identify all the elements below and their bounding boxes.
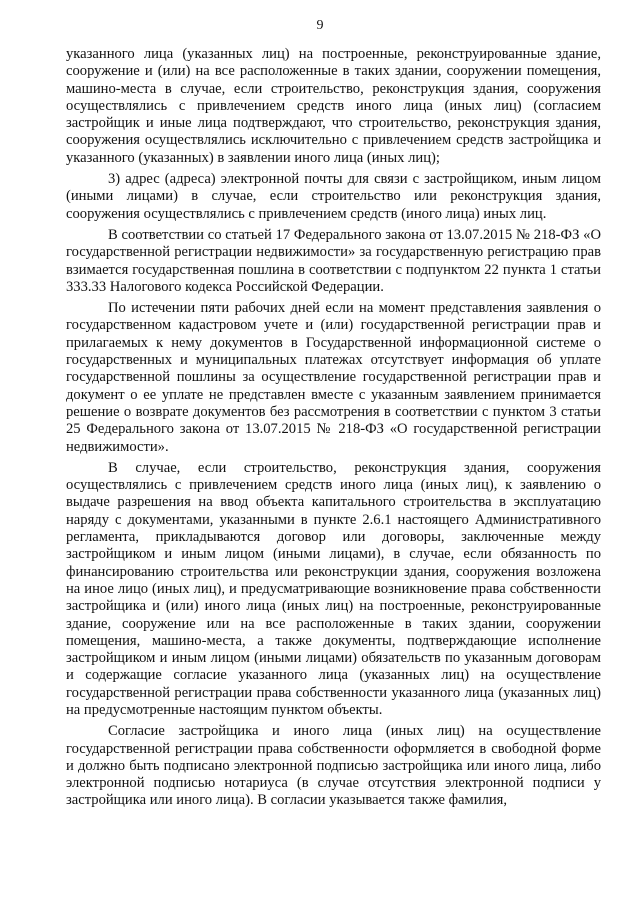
page-number: 9 xyxy=(316,18,324,33)
paragraph-2: 3) адрес (адреса) электронной почты для связи с застройщиком, иным лицом (иными лицами) в случае, если строительство или реконструкция здания, сооружения осуществлялись с привлечением средств (иного лица) иных лиц. xyxy=(66,171,601,222)
paragraph-5: В случае, если строительство, реконструкция здания, сооружения осуществлялись с привлечением средств иного лица (иных лиц), к заявлению о выдаче разрешения на ввод объекта капитального строительства в эксплуатацию наряду с документами, указанными в пункте 2.6.1 настоящего Административного регламента, прикладываются договор или договоры, заключенные между застройщиком и иным лицом (иными лицами), в случае, если обязанность по финансированию строительства или реконструкции здания, сооружения возложена на иное лицо (иных лиц), и предусматривающие возникновение права собственности застройщика и (или) иного лица (иных лиц) на построенные, реконструированные здание, сооружение или на все расположенные в таких здании, сооружении помещения, машино-места, а также документы, подтверждающие исполнение застройщиком и иным лицом (иными лицами) обязательств по указанным договорам и содержащие согласие указанного лица (указанных лиц) на осуществление государственной регистрации права собственности указанного лица (указанных лиц) на предусмотренные настоящим пунктом объекты. xyxy=(66,459,601,718)
paragraph-3: В соответствии со статьей 17 Федерального закона от 13.07.2015 № 218-ФЗ «О государственной регистрации недвижимости» за государственную регистрацию прав взимается государственная пошлина в соответствии с подпунктом 22 пункта 1 статьи 333.33 Налогового кодекса Российской Федерации. xyxy=(66,226,601,295)
document-body xyxy=(66,46,601,810)
paragraph-6: Согласие застройщика и иного лица (иных лиц) на осуществление государственной регистрации права собственности оформляется в свободной форме и должно быть подписано электронной подписью застройщика или иного лица, либо электронной подписью нотариуса (в случае отсутствия электронной подписи у застройщика или иного лица). В согласии указывается также фамилия, xyxy=(66,723,601,809)
paragraph-4: По истечении пяти рабочих дней если на момент представления заявления о государственном кадастровом учете и (или) государственной регистрации прав и прилагаемых к нему документов в Государственной информационной системе о государственных и муниципальных платежах отсутствует информация об уплате государственной пошлины за осуществление государственной регистрации прав и документ о ее уплате не представлен вместе с указанным заявлением принимается решение о возврате документов без рассмотрения в соответствии с пунктом 3 статьи 25 Федерального закона от 13.07.2015 № 218-ФЗ «О государственной регистрации недвижимости». xyxy=(66,300,601,455)
paragraph-1: указанного лица (указанных лиц) на построенные, реконструированные здание, сооружение и (или) на все расположенные в таких здании, сооружении помещения, машино-места в случае, если строительство, реконструкция здания, сооружения осуществлялись с привлечением средств иного лица (иных лиц) (согласием застройщик и иные лица подтверждают, что строительство, реконструкция здания, сооружения осуществлялись исключительно с привлечением средств застройщика и указанного (указанных) в заявлении иного лица (иных лиц); xyxy=(66,46,601,166)
